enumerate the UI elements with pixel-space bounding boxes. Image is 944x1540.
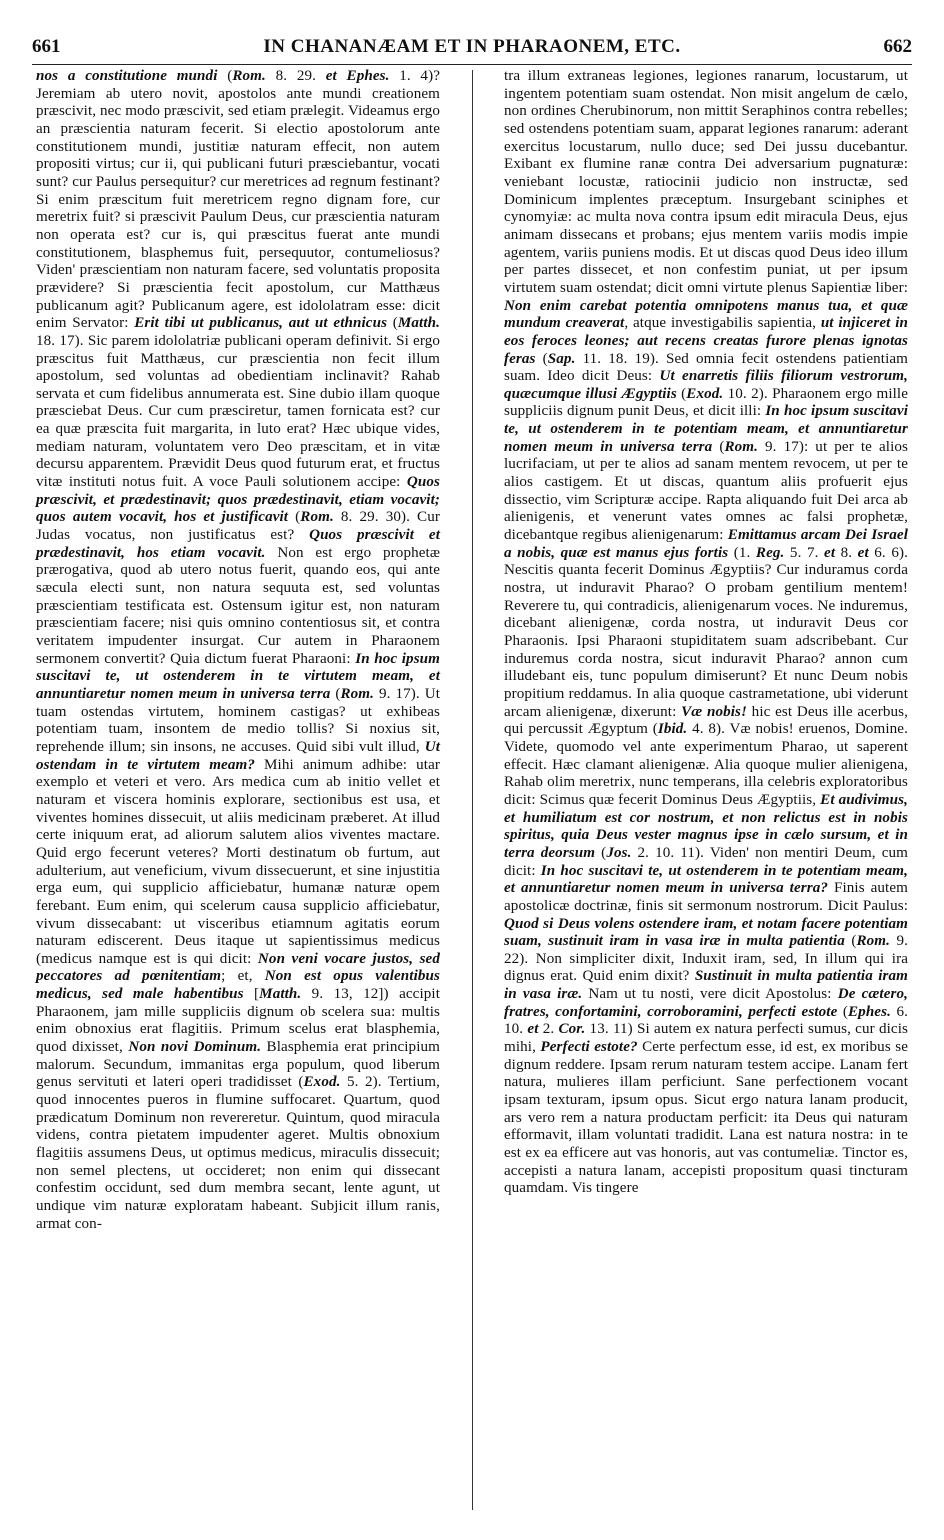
italic-run: Perfecti estote? [540, 1039, 638, 1056]
italic-run: Non novi Dominum. [128, 1039, 262, 1056]
italic-run: In hoc suscitavi te, ut ostenderem in te potentiam meam, et annuntiaretur nomen meum in universa terra? [504, 862, 908, 897]
italic-run: et [527, 1021, 539, 1038]
italic-run: Exod. [686, 385, 724, 402]
column-divider [472, 70, 473, 1510]
italic-run: Erit tibi ut publicanus, aut ut ethnicus [134, 315, 388, 332]
right-column [504, 68, 908, 1198]
italic-run: Væ nobis! [681, 703, 747, 720]
italic-run: Non enim carebat potentia omnipotens manus tua, et quæ mundum creaverat [504, 297, 908, 332]
italic-run: Jos. [606, 844, 632, 861]
left-column-text: nos a constitutione mundi (Rom. 8. 29. et Ephes. 1. 4)? Jeremiam ab utero novit, apostolos ante mundi creationem præscivit, nec modo præscivit, sed etiam prælegit. Videamus ergo an præscientia naturam fecerit. Si electio apostolorum ante constitutionem mundi, justitiæ naturam effecit, non autem propositi virtus; cur ii, qui publicani futuri præsciebantur, vocati sunt? cur Paulus persequitur? cur meretrices ad regnum festinant? Si enim præscitum fuit meretricem regno dignam fore, cur meretrix fuit? si præscivit Paulum Deus, cur præscientia naturam non operata est? cur is, qui præscitus fuerat ante mundi constitutionem, blasphemus fuit, persequutor, contumeliosus? Viden' præscientiam non naturam facere, sed voluntatis proposita prævidere? Si præscientia fecit apostolum, cur Matthæus publicanum agit? Publicanum agere, est idololatram esse: dicit enim Servator: Erit tibi ut publicanus, aut ut ethnicus (Matth. 18. 17). Sic parem idololatriæ publicani operam definivit. Si ergo præscitus fuit Matthæus, cur præscientia non fecit illum apostolum, sed voluntas ad obedientiam inclinavit? Rahab servata et cum fidelibus annumerata est. Sine dubio illam quoque præsciebat Deus. Cur cum præsciretur, tamen fornicata est? cur ea quæ præscita fuit margarita, in luto erat? Hæc ubique vides, mediam naturam, voluntatem vero Deo præscitam, et in vitæ decursu apparentem. Prævidit Deus quod futurum erat, et fructus vitæ instituti notus fuit. A voce Pauli solutionem accipe: Quos præscivit, et prædestinavit; quos prædestinavit, etiam vocavit; quos autem vocavit, hos et justificavit (Rom. 8. 29. 30). Cur Judas vocatus, non justificatus est? Quos præscivit et prædestinavit, hos etiam vocavit. Non est ergo prophetæ prærogativa, quod ab utero notus fuerit, quando eos, qui ante sæcula electi sunt, non natura sequuta est, sed voluntas præscientiam testificata est. Ostensum igitur est, non naturam præscientiam facere; nisi quis omnino contentiosus sit, et contra veritatem impudenter insurgat. Cur autem in Pharaonem sermonem convertit? Quia dictum fuerat Pharaoni: In hoc ipsum suscitavi te, ut ostenderem in te virtutem meam, et annuntiaretur nomen meum in universa terra (Rom. 9. 17). Ut tuam ostendas virtutem, hominem castigas? ut exhibeas potentiam tuam, insontem de medio tollis? Si noxius sit, reprehende illum; sin insons, ne accuses. Quid sibi vult illud, Ut ostendam in te virtutem meam? Mihi animum adhibe: utar exemplo et veteri et vero. Ars medica cum ab initio vellet et naturam et viscera hominis explorare, sectionibus est usa, et viventes homines dissecuit, ut aliis medicinam præberet. At illud certe iniquum erat, ad aliorum salutem alios viventes mactare. Quid ergo fecerunt veteres? Morti destinatum ob furtum, aut adulterium, aut veneficium, vivum dissecuerunt, et sine injustitia erga eum, qui supplicio afficiebatur, humanæ naturæ opem ferebant. Eum enim, qui scelerum causa supplicio afficiebatur, vivum dissecabant: ut visceribus etiamnum agitatis eorum naturam ediscerent. Deus itaque ut sapientissimus medicus (medicus namque est is qui dicit: Non veni vocare justos, sed peccatores ad pœnitentiam; et, Non est opus valentibus medicus, sed male habentibus [Matth. 9. 13, 12]) accipit Pharaonem, jam mille suppliciis dignum ob scelera sua: multis enim obnoxius erat flagitiis. Primum scelus erat blasphemia, quod dixisset, Non novi Dominum. Blasphemia erat principium malorum. Secundum, immanitas erga populum, quod liberum genus servituti et lateri operi tradidisset (Exod. 5. 2). Tertium, quod innocentes pueros in flumine suffocaret. Quartum, quod prædicatum Dominum non revereretur. Quintum, quod miracula videns, contra pietatem impudenter ageret. Multis obnoxium flagitiis assumens Deus, ut optimus medicus, miraculis dissecuit; non semel plectens, ut occideret; non enim qui dissecant confestim occidunt, sed dum membra secant, lente agunt, ut undique vim naturæ exploratam habeant. Subjicit illum ranis, armat con- [36, 68, 441, 1232]
italic-run: nos a constitutione mundi [36, 68, 218, 84]
running-header [32, 36, 912, 64]
italic-run: Quos præscivit et prædestinavit, hos etiam vocavit. [36, 527, 440, 561]
italic-run: In hoc ipsum suscitavi te, ut ostenderem in te potentiam meam, et annuntiaretur nomen meum in universa terra [504, 403, 908, 455]
italic-run: ut injiceret in eos feroces leones; aut recens creatas furore plenas ignotas feras [504, 315, 908, 367]
italic-run: et [857, 544, 869, 561]
right-column-text: tra illum extraneas legiones, legiones ranarum, locustarum, ut ingentem potentiam suam ostendat. Non misit angelum de cælo, non ordines Cherubinorum, non mittit Seraphinos contra rebelles; sed ostendens potentiam suam, apparat legiones ranarum: aderant exercitus locustarum, nullo duce; sed Dei jussu ducebantur. Exibant ex flumine ranæ contra Dei adversarium pugnaturæ: veniebant locustæ, ratiocinii judicio non instructæ, sed Dominicum implentes præceptum. Insurgebant sciniphes et cynomyiæ: ac multa nova contra ipsum edit miracula Deus, ejus animam dissecans et probans; ejus mentem variis modis impie agentem, variis puniens modis. Et ut discas quod Deus ideo illum per partes dissecet, et non confestim puniat, ut per ipsum virtutem suam ostendat; dicit omni virtute plenus Sapientiæ liber: Non enim carebat potentia omnipotens manus tua, et quæ mundum creaverat, atque investigabilis sapientia, ut injiceret in eos feroces leones; aut recens creatas furore plenas ignotas feras (Sap. 11. 18. 19). Sed omnia fecit ostendens patientiam suam. Ideo dicit Deus: Ut enarretis filiis filiorum vestrorum, quæcumque illusi Ægyptiis (Exod. 10. 2). Pharaonem ergo mille suppliciis dignum punit Deus, et dicit illi: In hoc ipsum suscitavi te, ut ostenderem in te potentiam meam, et annuntiaretur nomen meum in universa terra (Rom. 9. 17): ut per te alios lucrifaciam, ut per te alios ad sanam mentem revocem, ut per te alios castigem. Et ut discas, quantum aliis profuerit ejus dissectio, vim Scripturæ accipe. Rapta aliquando fuit Dei arca ab alienigenis, et venerunt vates omnes ac falsi prophetæ, dicebantque regibus alienigenarum: Emittamus arcam Dei Israel a nobis, quæ est manus ejus fortis (1. Reg. 5. 7. et 8. et 6. 6). Nescitis quanta fecerit Dominus Ægyptiis? Cur induramus corda nostra, ut induravit Pharao? O probam gentilium mentem! Reverere tu, qui contradicis, alienigenarum voces. Ne induremus, dicebant alienigenæ, corda nostra, ut induravit Deus cor Pharaonis. Ipsi Pharaoni stupiditatem suam adscribebant. Cur induremus corda nostra, sicut induravit Pharao? annon cum illudebant eis, tunc populum dimiserunt? Et nunc Deum nobis propitium reddamus. In alia quoque castrametatione, ubi viderunt arcam alienigenæ, dixerunt: Væ nobis! hic est Deus ille acerbus, qui percussit Ægyptum (Ibid. 4. 8). Væ nobis! eruenos, Domine. Videte, quomodo vel ante experimentum Pharao, ut saperent effecit. Hæc clamant alienigenæ. Alia quoque mulier alienigena, Rahab olim meretrix, nunc temperans, illa celebris exploratoribus dicit: Scimus quæ fecerit Dominus Deus Ægyptiis, Et audivimus, et humiliatum est cor nostrum, et non relictus est in nobis spiritus, quia Deus vester magnus ipse in cælo sursum, et in terra deorsum (Jos. 2. 10. 11). Viden' non mentiri Deum, cum dicit: In hoc suscitavi te, ut ostenderem in te potentiam meam, et annuntiaretur nomen meum in universa terra? Finis autem apostolicæ doctrinæ, finis sit sermonum nostrorum. Dicit Paulus: Quod si Deus volens ostendere iram, et notam facere potentiam suam, sustinuit iram in vasa iræ in multa patientia (Rom. 9. 22). Non simpliciter dixit, Induxit iram, sed, In illum qui ira dignus erat. Quid enim dixit? Sustinuit in multa patientia iram in vasa iræ. Nam ut tu nosti, vere dicit Apostolus: De cætero, fratres, confortamini, corroboramini, perfecti estote (Ephes. 6. 10. et 2. Cor. 13. 11) Si autem ex natura perfecti sumus, cur dicis mihi, Perfecti estote? Certe perfectum esse, id est, ex moribus se dignum reddere. Ipsam rerum naturam testem accipe. Lanam fert natura, mulieres illam perficiunt. Sane perfectionem vocant ipsam texturam, ipsum opus. Sicut ergo natura lanam producit, ars vero rem a natura productam perficit: ita Deus qui naturam efformavit, illam voluntati tradidit. Lana est natura nostra: in te est ex ea efficere aut vas honoris, aut vas contumeliæ. Tinctor es, accepisti a natura lanam, accepisti propositum quasi tincturam quamdam. Vis tingere [504, 68, 909, 1197]
italic-run: Matth. [397, 315, 441, 332]
header-rule [32, 64, 912, 65]
italic-run: Et audivimus, et humiliatum est cor nostrum, et non relictus est in nobis spiritus, quia Deus vester magnus ipse in cælo sursum, et in terra deorsum [504, 791, 908, 861]
italic-run: Cor. [558, 1021, 586, 1038]
italic-run: Reg. [755, 544, 785, 561]
italic-run: Non veni vocare justos, sed peccatores ad pœnitentiam [36, 950, 440, 985]
italic-run: Sap. [547, 350, 576, 367]
italic-run: Ibid. [657, 721, 688, 738]
italic-run: Quos præscivit, et prædestinavit; quos prædestinavit, etiam vocavit; quos autem vocavit, hos et justificavit [36, 474, 440, 526]
italic-run: Rom. [856, 933, 890, 950]
italic-run: Rom. [300, 509, 334, 526]
running-title: IN CHANANÆAM ET IN PHARAONEM, ETC. [263, 36, 681, 57]
italic-run: et [824, 544, 836, 561]
italic-run: Rom. [232, 68, 266, 84]
italic-run: Matth. [259, 986, 302, 1003]
italic-run: Ut enarretis filiis filiorum vestrorum, quæcumque illusi Ægyptiis [504, 368, 908, 402]
page-number-right: 662 [883, 36, 912, 57]
italic-run: Rom. [340, 685, 375, 702]
italic-run: Rom. [724, 438, 758, 455]
italic-run: In hoc ipsum suscitavi te, ut ostenderem in te virtutem meam, et annuntiaretur nomen meum in universa terra [36, 650, 441, 702]
italic-run: Ephes. [848, 1003, 891, 1020]
italic-run: Non est opus valentibus medicus, sed male habentibus [36, 968, 440, 1003]
italic-run: Sustinuit in multa patientia iram in vasa iræ. [504, 968, 908, 1003]
italic-run: Emittamus arcam Dei Israel a nobis, quæ est manus ejus fortis [504, 527, 908, 561]
italic-run: De cætero, fratres, confortamini, corroboramini, perfecti estote [504, 986, 908, 1020]
italic-run: Quod si Deus volens ostendere iram, et notam facere potentiam suam, sustinuit iram in vasa iræ in multa patientia [504, 915, 908, 950]
left-column [36, 68, 440, 1233]
italic-run: et Ephes. [325, 68, 390, 84]
italic-run: Ut ostendam in te virtutem meam? [36, 738, 440, 773]
page-number-left: 661 [32, 36, 61, 57]
italic-run: Exod. [303, 1074, 341, 1091]
